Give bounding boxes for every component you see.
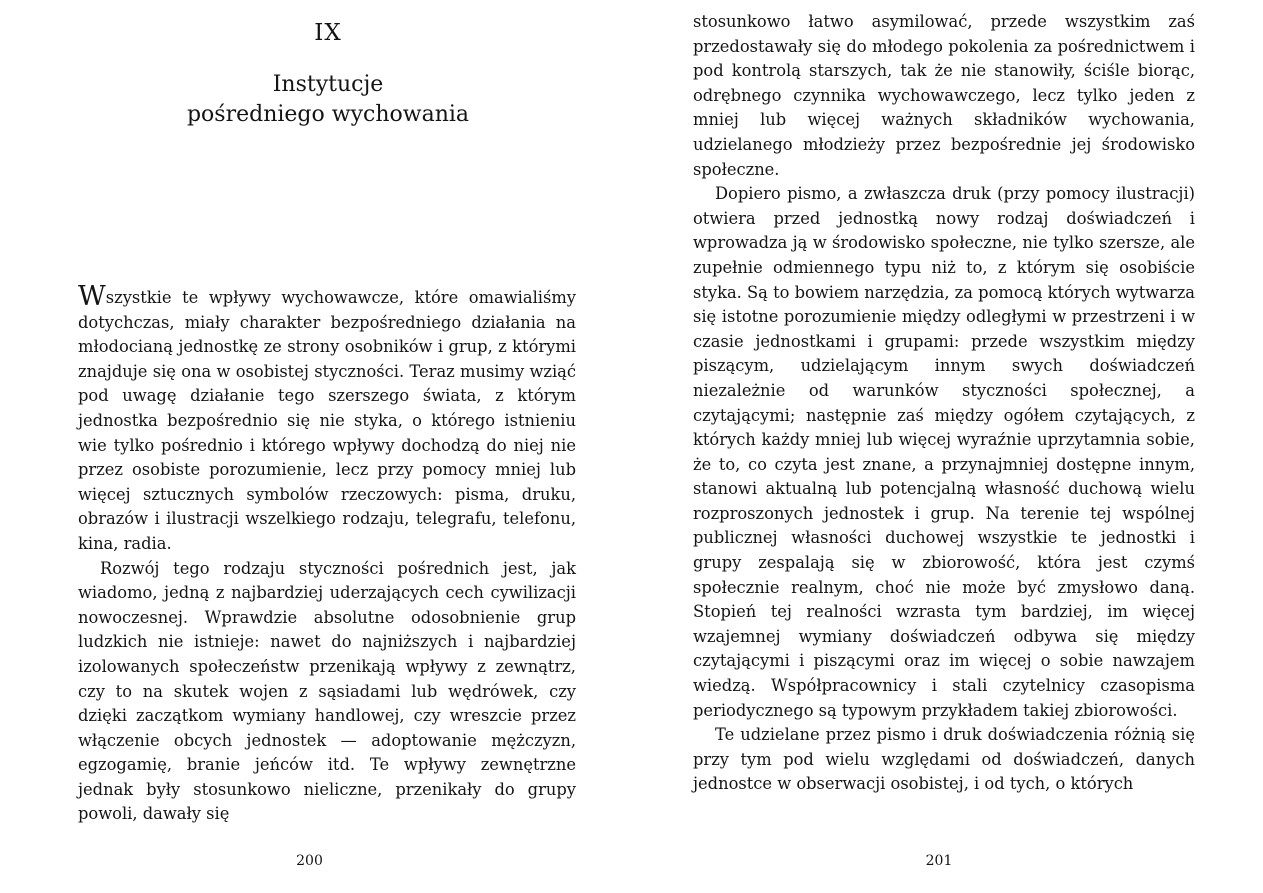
left-paragraph-1-text: szystkie te wpływy wychowawcze, które omawialiśmy dotychczas, miały charakter bezpośredniego działania na młodocianą jednostkę ze strony osobników i grup, z którymi znajduje się ona w osobistej styczności. Teraz musimy wziąć pod uwagę działanie tego szerszego świata, z którym jednostka bezpośrednio się nie styka, o którego istnieniu wie tylko pośrednio i którego wpływy dochodzą do niej nie przez osobiste porozumienie, lecz przy pomocy mniej lub więcej sztucznych symbolów rzeczowych: pisma, druku, obrazów i ilustracji wszelkiego rodzaju, telegrafu, telefonu, kina, radia. (78, 288, 576, 553)
left-page (0, 0, 631, 893)
right-paragraph-3: Te udzielane przez pismo i druk doświadczenia różnią się przy tym pod wielu względami od doświadczeń, danych jednostce w obserwacji osobistej, i od tych, o których (693, 725, 1195, 794)
left-paragraph-2: Rozwój tego rodzaju styczności pośrednich jest, jak wiadomo, jedną z najbardziej uderzających cech cywilizacji nowoczesnej. Wprawdzie absolutne odosobnienie grup ludzkich nie istnieje: nawet do najniższych i najbardziej izolowanych społeczeństw przenikają wpływy z zewnątrz, czy to na skutek wojen z sąsiadami lub wędrówek, czy dzięki zaczątkom wymiany handlowej, czy wreszcie przez włączenie obcych jednostek — adoptowanie mężczyzn, egzogamię, branie jeńców itd. Te wpływy zewnętrzne jednak były stosunkowo nieliczne, przenikały do grupy powoli, dawały się (78, 558, 576, 824)
left-paragraph-1 (78, 281, 576, 557)
chapter-title-line-1: Instytucje (272, 72, 384, 97)
chapter-title-line-2: pośredniego wychowania (186, 102, 470, 127)
left-page-body (78, 281, 576, 827)
right-paragraph-2: Dopiero pismo, a zwłaszcza druk (przy pomocy ilustracji) otwiera przed jednostką nowy rodzaj doświadczeń i wprowadza ją w środowisko społeczne, nie tylko szersze, ale zupełnie odmiennego typu niż to, z którym się osobiście styka. Są to bowiem narzędzia, za pomocą których wytwarza się istotne porozumienie między odległymi w przestrzeni i w czasie jednostkami i grupami: przede wszystkim między piszącym, udzielającym innym swych doświadczeń niezależnie od warunków styczności społecznej, a czytającymi; następnie zaś między ogółem czytających, z których każdy mniej lub więcej wyraźnie uprzytamnia sobie, że to, co czyta jest znane, a przynajmniej dostępne innym, stanowi aktualną lub potencjalną własność duchową wielu rozproszonych jednostek i grup. Na terenie tej wspólnej publicznej własności duchowej wszystkie te jednostki i grupy zespalają się w zbiorowość, która jest czymś społecznie realnym, choć nie może być zmysłowo daną. Stopień tej realności wzrasta tym bardziej, im więcej wzajemnej wymiany doświadczeń odbywa się między czytającymi i piszącymi oraz im więcej o sobie nawzajem wiedzą. Współpracownicy i stali czytelnicy czasopisma periodycznego są typowym przykładem takiej zbiorowości. (693, 184, 1195, 720)
chapter-number: IX (314, 20, 342, 46)
page-number-left: 200 (296, 853, 323, 869)
drop-cap: W (78, 281, 106, 312)
right-page-body (693, 10, 1195, 797)
right-page (631, 0, 1263, 893)
right-paragraph-1: stosunkowo łatwo asymilować, przede wszystkim zaś przedostawały się do młodego pokolenia za pośrednictwem i pod kontrolą starszych, tak że nie stanowiły, ściśle biorąc, odrębnego czynnika wychowawczego, lecz tylko jeden z mniej lub więcej ważnych składników wychowania, udzielanego młodzieży przez bezpośrednie jej środowisko społeczne. (693, 12, 1195, 179)
page-number-right: 201 (925, 853, 953, 869)
chapter-title (80, 70, 576, 130)
